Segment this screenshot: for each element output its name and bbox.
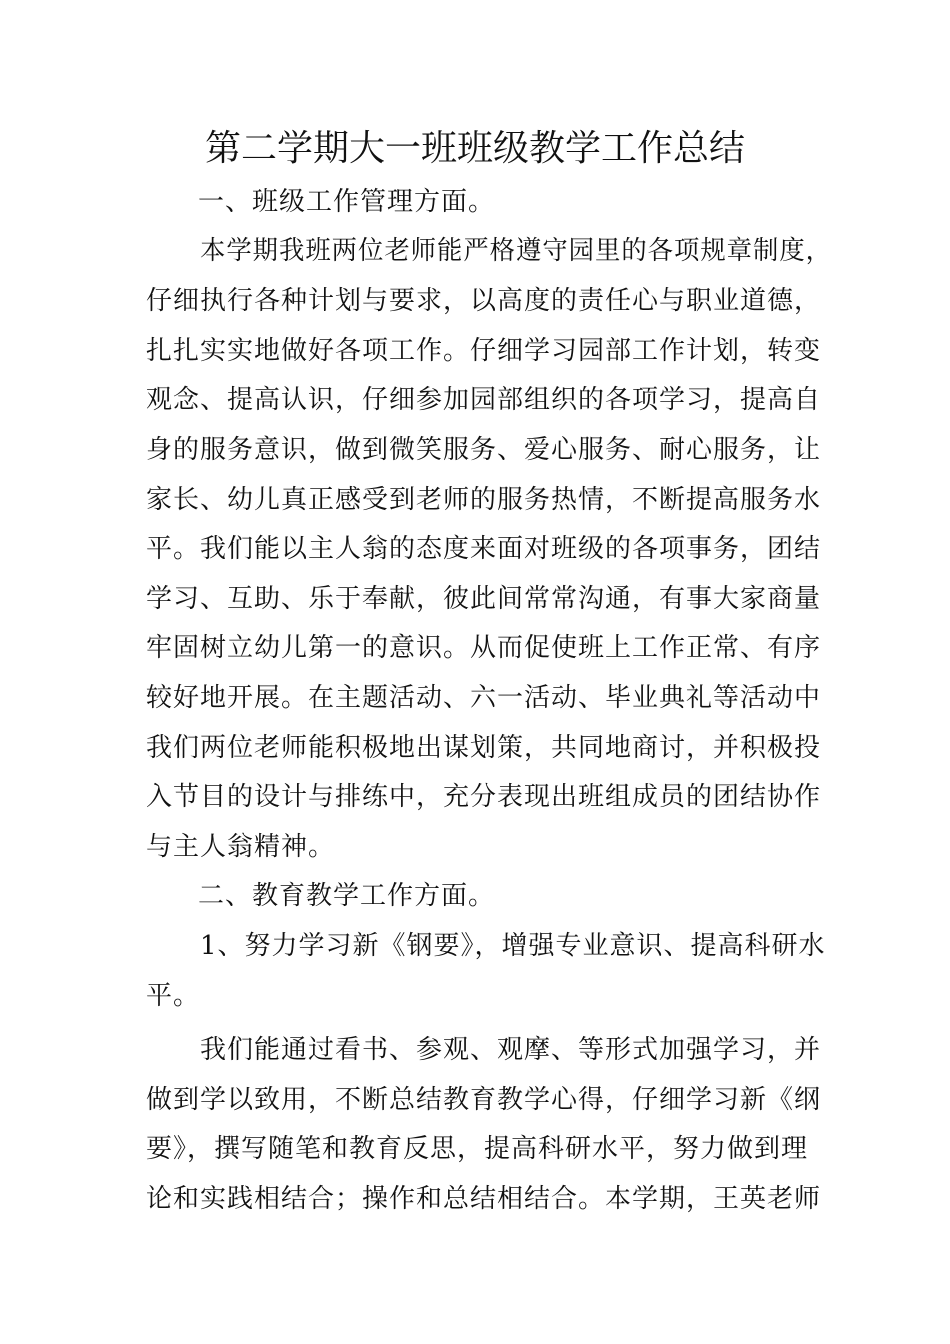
document-title: 第二学期大一班班级教学工作总结 [204, 128, 745, 169]
paragraph-line: 身的服务意识，做到微笑服务、爱心服务、耐心服务，让 [146, 435, 822, 465]
paragraph-line: 较好地开展。在主题活动、六一活动、毕业典礼等活动中 [146, 683, 822, 713]
paragraph-line: 平。 [146, 981, 201, 1011]
paragraph-line: 家长、幼儿真正感受到老师的服务热情，不断提高服务水 [146, 485, 822, 515]
section-heading-1: 一、班级工作管理方面。 [198, 187, 496, 217]
paragraph-line: 平。我们能以主人翁的态度来面对班级的各项事务，团结 [146, 534, 822, 564]
paragraph-line: 我们两位老师能积极地出谋划策，共同地商讨，并积极投 [146, 733, 822, 763]
paragraph-line: 我们能通过看书、参观、观摩、等形式加强学习，并 [200, 1035, 822, 1065]
paragraph-line: 扎扎实实地做好各项工作。仔细学习园部工作计划，转变 [146, 336, 822, 366]
paragraph-line: 牢固树立幼儿第一的意识。从而促使班上工作正常、有序 [146, 633, 822, 663]
paragraph-line: 入节目的设计与排练中，充分表现出班组成员的团结协作 [146, 782, 822, 812]
paragraph-line: 本学期我班两位老师能严格遵守园里的各项规章制度， [200, 236, 833, 266]
paragraph-line: 论和实践相结合；操作和总结相结合。本学期，王英老师 [146, 1184, 822, 1214]
subsection-heading: 1、努力学习新《钢要》，增强专业意识、提高科研水 [200, 931, 826, 961]
paragraph-line: 仔细执行各种计划与要求，以高度的责任心与职业道德， [146, 286, 822, 316]
paragraph-line: 要》，撰写随笔和教育反思，提高科研水平，努力做到理 [146, 1134, 809, 1164]
paragraph-line: 做到学以致用，不断总结教育教学心得，仔细学习新《纲 [146, 1085, 822, 1115]
paragraph-line: 学习、互助、乐于奉献，彼此间常常沟通，有事大家商量 [146, 584, 822, 614]
paragraph-line: 与主人翁精神。 [146, 832, 336, 862]
paragraph-line: 观念、提高认识，仔细参加园部组织的各项学习，提高自 [146, 385, 822, 415]
section-heading-2: 二、教育教学工作方面。 [198, 881, 496, 911]
